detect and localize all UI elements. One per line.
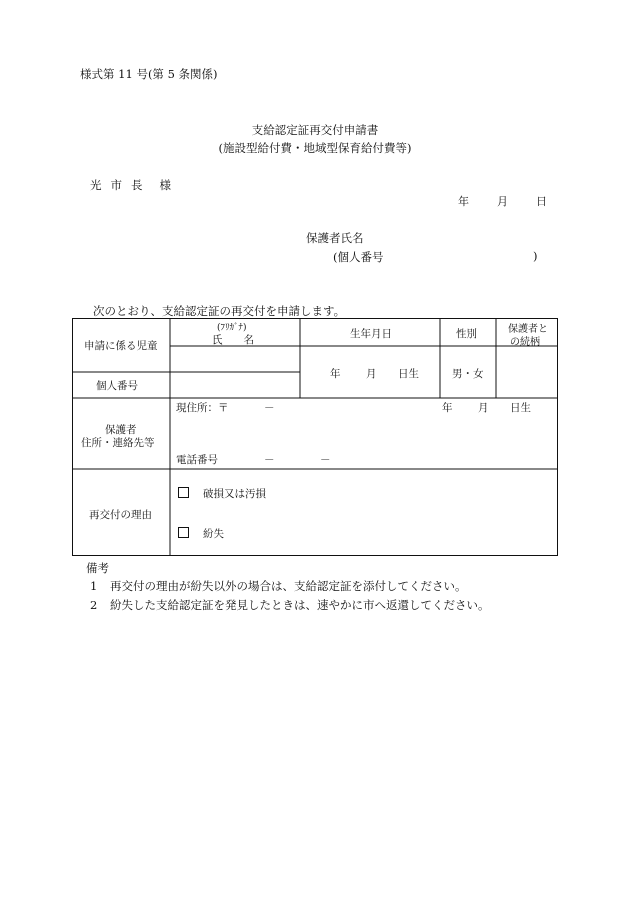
intro-text: 次のとおり、支給認定証の再交付を申請します。 bbox=[93, 304, 346, 318]
child-name-label: 氏 名 bbox=[212, 334, 254, 346]
note-item bbox=[90, 597, 490, 613]
guardian-section-label-1: 保護者 bbox=[105, 424, 137, 436]
furigana-label: (ﾌﾘｶﾞﾅ) bbox=[217, 323, 247, 333]
gender-label: 性別 bbox=[456, 328, 477, 340]
checkbox-icon[interactable] bbox=[178, 487, 189, 498]
note-number: 2 bbox=[90, 598, 98, 612]
child-birth-year: 年 bbox=[330, 368, 341, 380]
note-text: 紛失した支給認定証を発見したときは、速やかに市へ返還してください。 bbox=[110, 598, 490, 612]
child-birth-month: 月 bbox=[366, 368, 377, 380]
guardian-section-label-2: 住所・連絡先等 bbox=[81, 437, 155, 449]
guardian-birth-day: 日生 bbox=[510, 402, 531, 414]
guardian-personal-number-close: ) bbox=[533, 249, 538, 263]
guardian-birth-month: 月 bbox=[478, 402, 489, 414]
child-label: 申請に係る児童 bbox=[84, 340, 158, 352]
addressee-honorific: 様 bbox=[159, 178, 171, 192]
reason-label: 再交付の理由 bbox=[89, 509, 152, 521]
address-label: 現住所：〒 bbox=[176, 402, 229, 414]
addressee bbox=[90, 177, 171, 193]
application-date bbox=[458, 193, 547, 209]
child-birth-day: 日生 bbox=[398, 368, 419, 380]
document-subtitle: (施設型給付費・地域型保育給付費等) bbox=[218, 141, 412, 155]
relation-label-2: の続柄 bbox=[510, 337, 540, 348]
phone-dash-1: － bbox=[264, 454, 275, 466]
application-table bbox=[72, 318, 558, 556]
relation-label-1: 保護者と bbox=[508, 324, 548, 335]
form-number: 様式第 11 号(第 5 条関係) bbox=[80, 67, 218, 81]
birth-date-label: 生年月日 bbox=[350, 328, 392, 340]
guardian-name-label: 保護者氏名 bbox=[306, 231, 364, 245]
note-number: 1 bbox=[90, 579, 98, 593]
guardian-personal-number-label: (個人番号 bbox=[333, 250, 384, 264]
addressee-name: 光市長 bbox=[90, 178, 152, 192]
checkbox-icon[interactable] bbox=[178, 527, 189, 538]
reason-option-damaged-label: 破損又は汚損 bbox=[203, 488, 266, 500]
reason-option-lost[interactable] bbox=[178, 526, 224, 541]
child-gender-value: 男・女 bbox=[452, 368, 484, 380]
reason-option-lost-label: 紛失 bbox=[203, 528, 224, 540]
date-month: 月 bbox=[497, 195, 508, 208]
date-day: 日 bbox=[536, 195, 547, 208]
note-item bbox=[90, 578, 467, 594]
guardian-birth-year: 年 bbox=[442, 402, 453, 414]
date-year: 年 bbox=[458, 195, 469, 208]
postal-dash: － bbox=[264, 402, 275, 414]
phone-label: 電話番号 bbox=[176, 454, 218, 466]
note-text: 再交付の理由が紛失以外の場合は、支給認定証を添付してください。 bbox=[110, 579, 467, 593]
reason-option-damaged[interactable] bbox=[178, 486, 266, 501]
child-personal-number-label: 個人番号 bbox=[96, 380, 138, 392]
phone-dash-2: － bbox=[320, 454, 331, 466]
notes-heading: 備考 bbox=[86, 561, 109, 575]
document-title: 支給認定証再交付申請書 bbox=[251, 123, 379, 137]
